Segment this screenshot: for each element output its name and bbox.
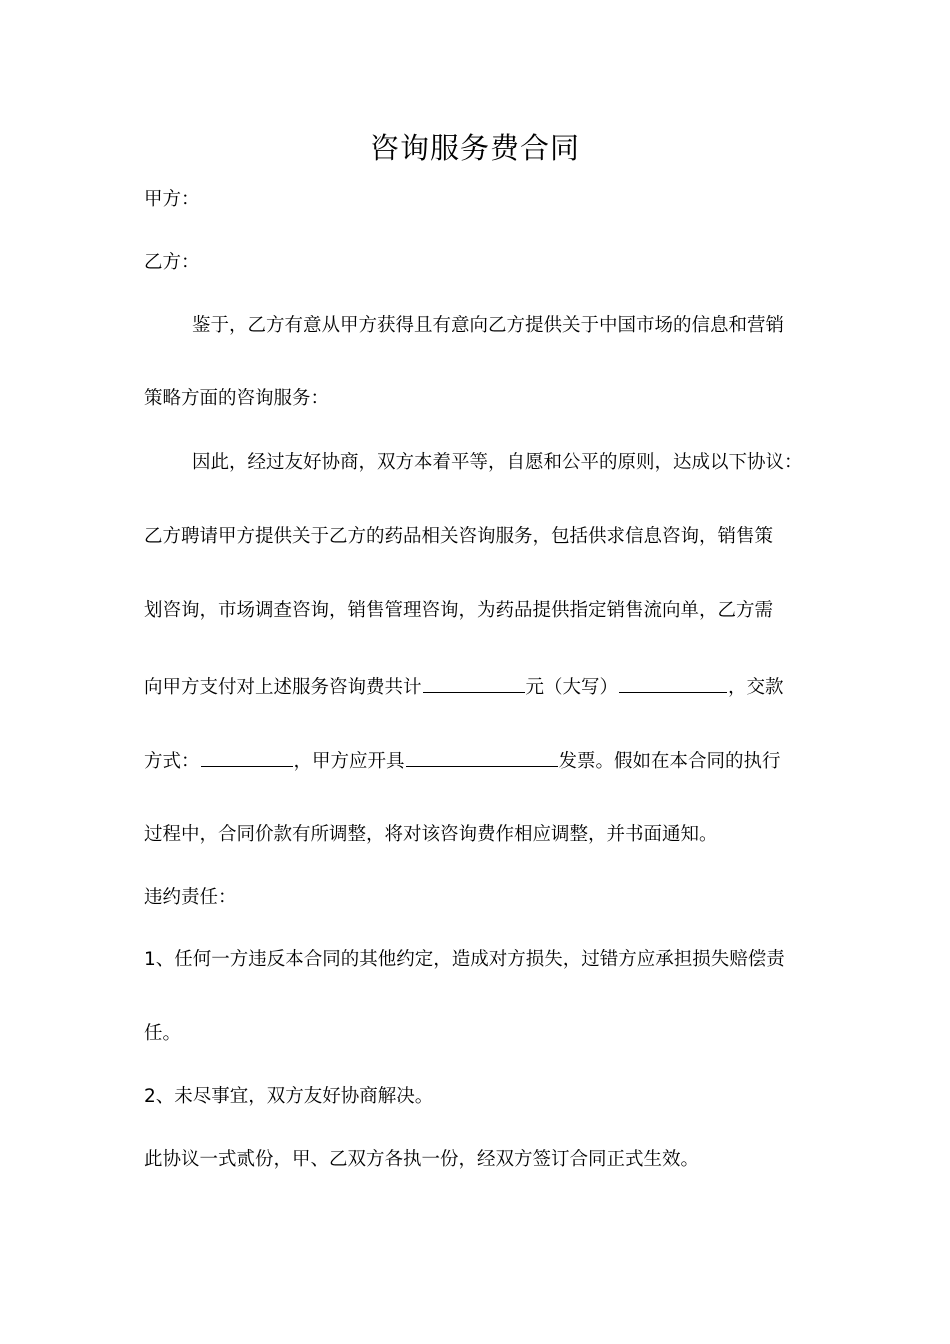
fee-text-c: ，交款 xyxy=(728,677,784,698)
fee-amount-words-blank xyxy=(619,672,727,693)
payment-text-c: 发票。假如在本合同的执行 xyxy=(558,751,781,772)
payment-text-a: 方式： xyxy=(144,751,200,772)
paragraph-recital-line-1: 鉴于，乙方有意从甲方获得且有意向乙方提供关于中国市场的信息和营销 xyxy=(192,315,785,336)
payment-text-b: ，甲方应开具 xyxy=(293,751,405,772)
paragraph-service-line-1: 乙方聘请甲方提供关于乙方的药品相关咨询服务，包括供求信息咨询，销售策 xyxy=(144,526,774,547)
invoice-type-blank xyxy=(406,746,558,767)
clause-2: 2、未尽事宜，双方友好协商解决。 xyxy=(144,1086,434,1107)
document-title: 咨询服务费合同 xyxy=(369,131,580,165)
fee-text-a: 向甲方支付对上述服务咨询费共计 xyxy=(144,677,422,698)
breach-heading: 违约责任： xyxy=(144,887,237,908)
closing-statement: 此协议一式贰份，甲、乙双方各执一份，经双方签订合同正式生效。 xyxy=(144,1149,700,1170)
paragraph-service-line-5: 过程中，合同价款有所调整，将对该咨询费作相应调整，并书面通知。 xyxy=(144,824,718,845)
paragraph-service-line-3 xyxy=(144,672,784,702)
party-a-label: 甲方： xyxy=(144,189,200,210)
clause-1-line-1: 1、任何一方违反本合同的其他约定，造成对方损失，过错方应承担损失赔偿责 xyxy=(144,949,785,970)
paragraph-recital-line-2: 策略方面的咨询服务： xyxy=(144,388,330,409)
fee-amount-blank xyxy=(423,672,525,693)
fee-text-b: 元（大写） xyxy=(525,677,619,698)
party-b-label: 乙方： xyxy=(144,252,200,273)
paragraph-service-line-4 xyxy=(144,746,781,776)
clause-1-line-2: 任。 xyxy=(144,1023,182,1044)
payment-method-blank xyxy=(201,746,293,767)
paragraph-service-line-2: 划咨询，市场调查咨询，销售管理咨询，为药品提供指定销售流向单，乙方需 xyxy=(144,600,774,621)
paragraph-agreement-intro: 因此，经过友好协商，双方本着平等，自愿和公平的原则，达成以下协议： xyxy=(192,452,803,473)
